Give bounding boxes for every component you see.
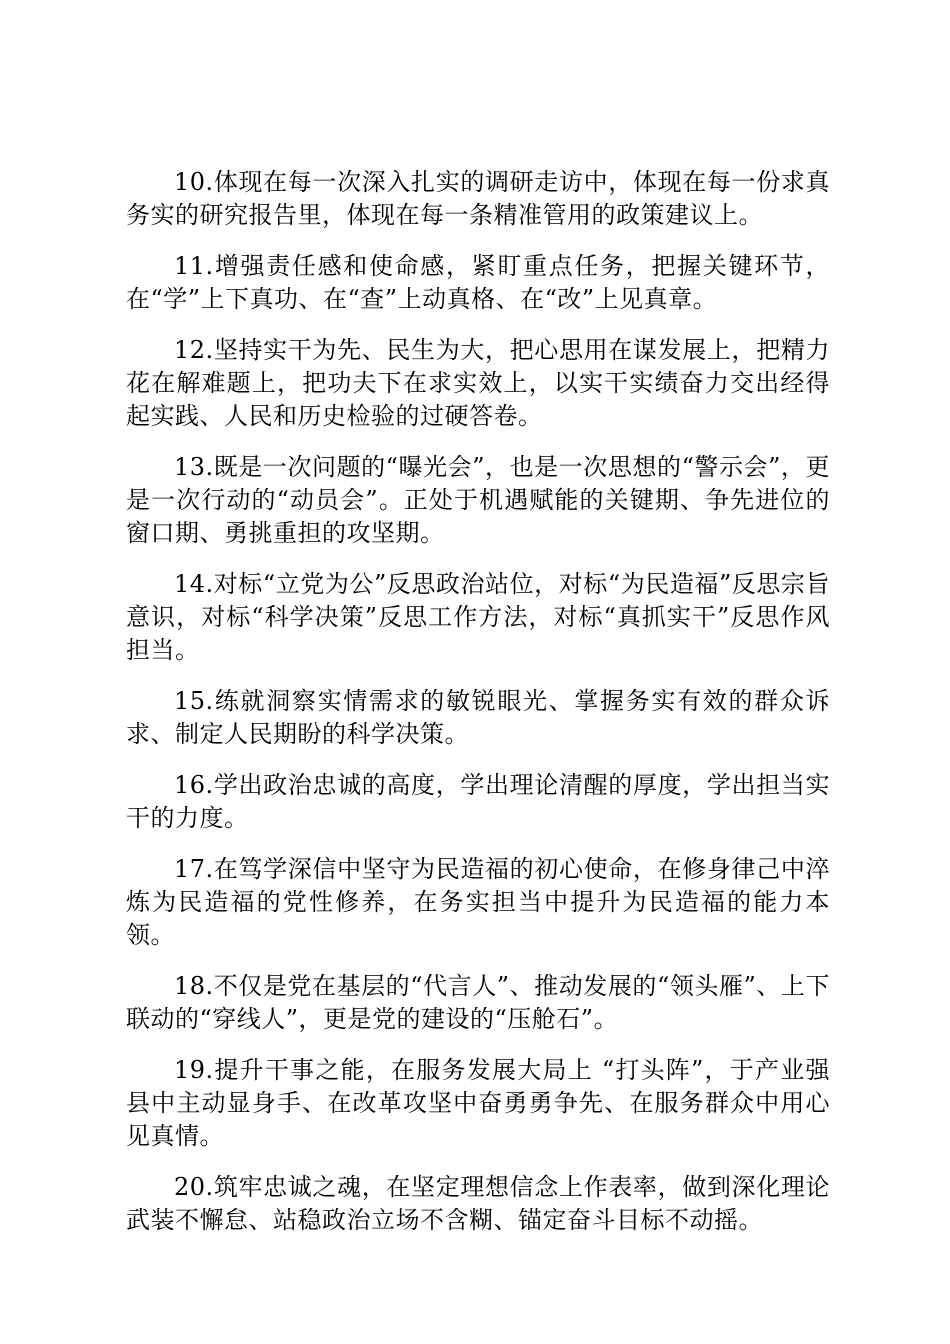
document-body xyxy=(126,166,830,1255)
paragraph-14: 14.对标“立党为公”反思政治站位，对标“为民造福”反思宗旨意识，对标“科学决策”反思工作方法，对标“真抓实干”反思作风担当。 xyxy=(126,570,830,664)
paragraph-11: 11.增强责任感和使命感，紧盯重点任务，把握关键环节，在“学”上下真功、在“查”上动真格、在“改”上见真章。 xyxy=(126,252,830,313)
paragraph-13: 13.既是一次问题的“曝光会”，也是一次思想的“警示会”，更是一次行动的“动员会”。正处于机遇赋能的关键期、争先进位的窗口期、勇挑重担的攻坚期。 xyxy=(126,453,830,547)
paragraph-18: 18.不仅是党在基层的“代言人”、推动发展的“领头雁”、上下联动的“穿线人”，更是党的建设的“压舱石”。 xyxy=(126,972,830,1033)
paragraph-16: 16.学出政治忠诚的高度，学出理论清醒的厚度，学出担当实干的力度。 xyxy=(126,771,830,832)
paragraph-15: 15.练就洞察实情需求的敏锐眼光、掌握务实有效的群众诉求、制定人民期盼的科学决策。 xyxy=(126,687,830,748)
paragraph-19: 19.提升干事之能，在服务发展大局上 “打头阵”，于产业强县中主动显身手、在改革攻坚中奋勇勇争先、在服务群众中用心见真情。 xyxy=(126,1056,830,1150)
paragraph-17: 17.在笃学深信中坚守为民造福的初心使命，在修身律己中淬炼为民造福的党性修养，在务实担当中提升为民造福的能力本领。 xyxy=(126,855,830,949)
paragraph-20: 20.筑牢忠诚之魂，在坚定理想信念上作表率，做到深化理论武装不懈怠、站稳政治立场不含糊、锚定奋斗目标不动摇。 xyxy=(126,1173,830,1234)
paragraph-10: 10.体现在每一次深入扎实的调研走访中，体现在每一份求真务实的研究报告里，体现在每一条精准管用的政策建议上。 xyxy=(126,168,830,229)
paragraph-12: 12.坚持实干为先、民生为大，把心思用在谋发展上，把精力花在解难题上，把功夫下在求实效上，以实干实绩奋力交出经得起实践、人民和历史检验的过硬答卷。 xyxy=(126,336,830,430)
